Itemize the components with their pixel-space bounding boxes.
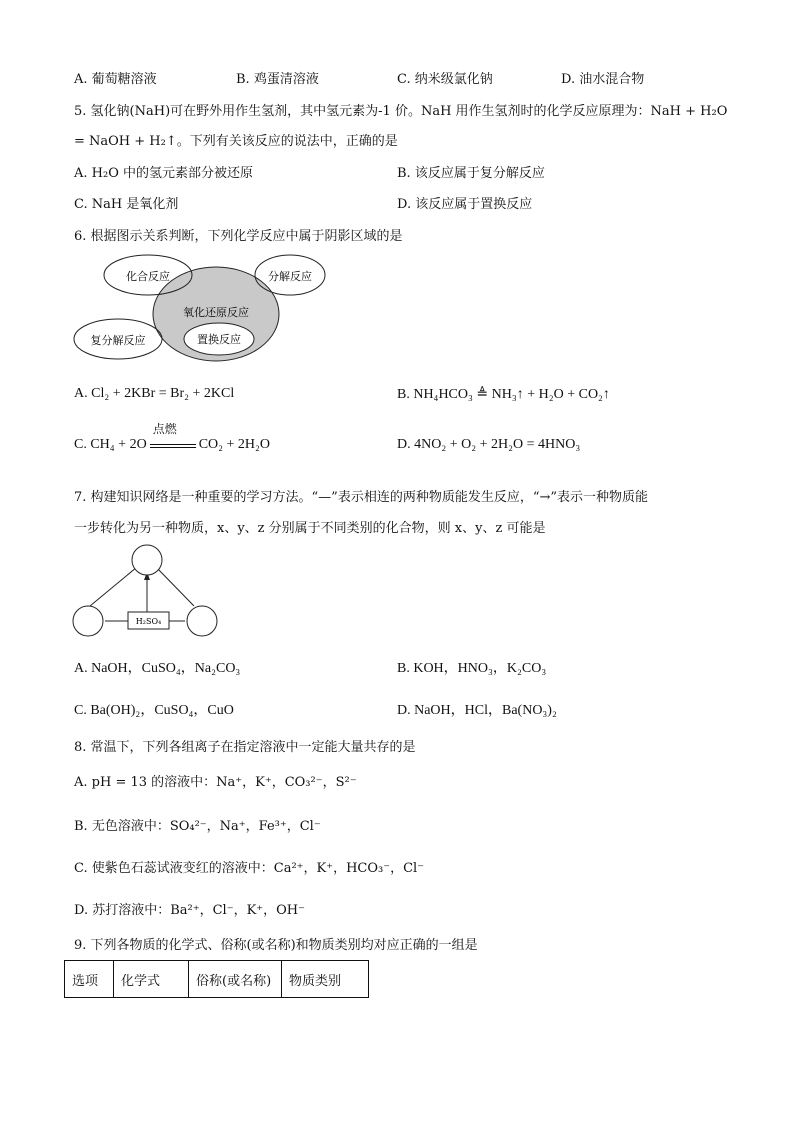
q8-option-d: D. 苏打溶液中：Ba²⁺，Cl⁻，K⁺，OH⁻ (74, 903, 305, 918)
q6-stem: 6. 根据图示关系判断，下列化学反应中属于阴影区域的是 (74, 229, 403, 244)
q8-option-b: B. 无色溶液中：SO₄²⁻，Na⁺，Fe³⁺，Cl⁻ (74, 819, 321, 834)
q5-option-b: B. 该反应属于复分解反应 (397, 166, 545, 181)
q7-option-c: C. Ba(OH)₂，CuSO₄，CuO (74, 703, 234, 718)
sulfuric-acid-label: H₂SO₄ (135, 617, 162, 626)
ignition-condition-label: 点燃 (152, 421, 177, 436)
displacement-label: 置换反应 (197, 333, 241, 346)
q6-option-b: B. NH₄HCO₃ ≜ NH₃↑ + H₂O + CO₂↑ (397, 387, 610, 402)
q7-option-a: A. NaOH，CuSO₄，Na₂CO₃ (74, 661, 241, 676)
q7-stem-line2: 一步转化为另一种物质，x、y、z 分别属于不同类别的化合物，则 x、y、z 可能是 (74, 521, 546, 536)
q9-answer-table (64, 960, 369, 998)
knowledge-network-diagram (70, 544, 224, 640)
table-header-row (65, 961, 369, 998)
header-category: 物质类别 (282, 961, 369, 998)
q6-option-c (74, 421, 271, 453)
q8-option-c: C. 使紫色石蕊试液变红的溶液中：Ca²⁺，K⁺，HCO₃⁻，Cl⁻ (74, 861, 425, 876)
reaction-classification-diagram (70, 250, 330, 370)
q5-option-c: C. NaH 是氧化剂 (74, 197, 179, 212)
combination-label: 化合反应 (126, 270, 170, 283)
q7-option-b: B. KOH，HNO₃，K₂CO₃ (397, 661, 547, 676)
q5-option-d: D. 该反应属于置换反应 (397, 197, 533, 212)
q4-option-b: B. 鸡蛋清溶液 (236, 72, 319, 87)
q8-stem: 8. 常温下，下列各组离子在指定溶液中一定能大量共存的是 (74, 740, 416, 755)
q7-stem-line1: 7. 构建知识网络是一种重要的学习方法。“—”表示相连的两种物质能发生反应，“→”表示一种物质能 (74, 490, 649, 505)
link-top-right (156, 567, 194, 606)
q5-option-a: A. H₂O 中的氢元素部分被还原 (74, 166, 253, 181)
q6-option-c-products: CO₂ + 2H₂O (198, 437, 271, 452)
q5-stem-line1: 5. 氢化钠(NaH)可在野外用作生氢剂，其中氢元素为-1 价。NaH 用作生氢剂时的化学反应原理为：NaH + H₂O (74, 104, 728, 119)
header-common-name: 俗称(或名称) (189, 961, 282, 998)
q7-option-d: D. NaOH，HCl，Ba(NO₃)₂ (397, 703, 557, 718)
node-top-circle (132, 545, 162, 575)
link-top-left (90, 567, 137, 606)
q6-option-c-reactants: C. CH₄ + 2O (74, 437, 147, 452)
q9-stem: 9. 下列各物质的化学式、俗称(或名称)和物质类别均对应正确的一组是 (74, 938, 478, 953)
ignition-condition-arrow (150, 421, 196, 448)
q4-option-d: D. 油水混合物 (561, 72, 645, 87)
q6-option-a: A. Cl₂ + 2KBr = Br₂ + 2KCl (74, 386, 235, 401)
q8-option-a: A. pH = 13 的溶液中：Na⁺，K⁺，CO₃²⁻，S²⁻ (74, 775, 357, 790)
redox-label: 氧化还原反应 (183, 306, 249, 319)
q4-option-c: C. 纳米级氯化钠 (397, 72, 493, 87)
q4-option-a: A. 葡萄糖溶液 (74, 72, 157, 87)
node-right-circle (187, 606, 217, 636)
q6-option-d: D. 4NO₂ + O₂ + 2H₂O = 4HNO₃ (397, 437, 581, 452)
decomposition-label: 分解反应 (268, 270, 312, 283)
double-decomposition-label: 复分解反应 (90, 334, 146, 347)
header-formula: 化学式 (114, 961, 189, 998)
q5-stem-line2: = NaOH + H₂↑。下列有关该反应的说法中，正确的是 (74, 134, 398, 149)
node-left-circle (73, 606, 103, 636)
header-option: 选项 (65, 961, 114, 998)
